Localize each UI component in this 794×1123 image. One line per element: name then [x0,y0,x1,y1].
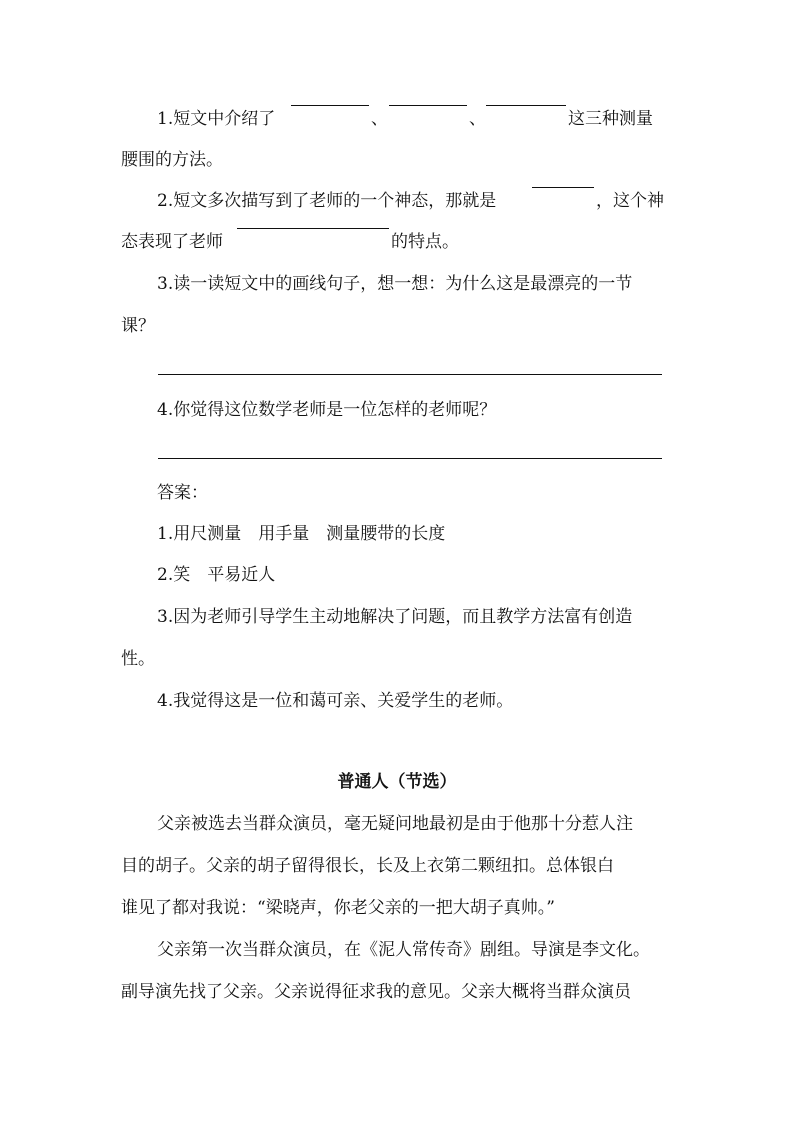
question-1-text-b: 这三种测量 [568,109,653,129]
passage-line-text: 父亲第一次当群众演员，在《泥人常传奇》剧组。导演是李文化。 [157,940,650,960]
answer-3-line-1 [0,603,794,631]
passage-line [0,978,794,1006]
question-2-line-1 [0,187,794,215]
question-1-line-2 [0,146,794,174]
question-2-text-c: 态表现了老师 [121,232,223,252]
answer-blank[interactable] [291,105,369,106]
answer-blank[interactable] [486,105,566,106]
answer-line[interactable] [158,374,662,375]
question-1-line-1 [0,105,794,133]
answer-blank[interactable] [532,187,594,188]
question-2-line-2 [0,228,794,256]
passage-title: 普通人（节选） [337,772,457,792]
question-2-text-b: ，这个神 [596,191,664,211]
answer-blank[interactable] [389,105,467,106]
question-2-text-d: 的特点。 [391,232,459,252]
question-3-line-1 [0,270,794,298]
passage-line [0,894,794,922]
answer-blank[interactable] [237,228,389,229]
passage-line [0,810,794,838]
answer-1 [0,520,794,548]
question-1-text-a: 1.短文中介绍了 [157,109,276,129]
passage-line [0,936,794,964]
question-4-text: 4.你觉得这位数学老师是一位怎样的老师呢？ [157,400,497,420]
answer-2-text: 2.笑 平易近人 [157,565,276,585]
answer-1-text: 1.用尺测量 用手量 测量腰带的长度 [157,524,446,544]
question-1-separator: 、 [469,109,486,129]
answer-3-text-b: 性。 [121,649,155,669]
question-1-separator: 、 [371,109,388,129]
passage-line-text: 副导演先找了父亲。父亲说得征求我的意见。父亲大概将当群众演员 [121,982,631,1002]
answer-3-text-a: 3.因为老师引导学生主动地解决了问题，而且教学方法富有创造 [157,607,633,627]
passage-line-text: 父亲被选去当群众演员，毫无疑问地最初是由于他那十分惹人注 [157,814,633,834]
question-1-text-c: 腰围的方法。 [121,150,223,170]
question-3-text-b: 课？ [121,316,155,336]
question-4-line-1 [0,396,794,424]
answer-4 [0,687,794,715]
answers-heading-text: 答案： [157,483,208,503]
passage-line-text: 谁见了都对我说：“梁晓声，你老父亲的一把大胡子真帅。” [121,898,555,918]
question-2-text-a: 2.短文多次描写到了老师的一个神态，那就是 [157,191,497,211]
answer-line[interactable] [158,458,662,459]
question-3-text-a: 3.读一读短文中的画线句子，想一想：为什么这是最漂亮的一节 [157,274,633,294]
passage-line [0,852,794,880]
passage-line-text: 目的胡子。父亲的胡子留得很长，长及上衣第二颗纽扣。总体银白 [121,856,614,876]
answer-4-text: 4.我觉得这是一位和蔼可亲、关爱学生的老师。 [157,691,514,711]
question-3-line-2 [0,312,794,340]
answer-2 [0,561,794,589]
answers-heading [0,479,794,507]
answer-3-line-2 [0,645,794,673]
